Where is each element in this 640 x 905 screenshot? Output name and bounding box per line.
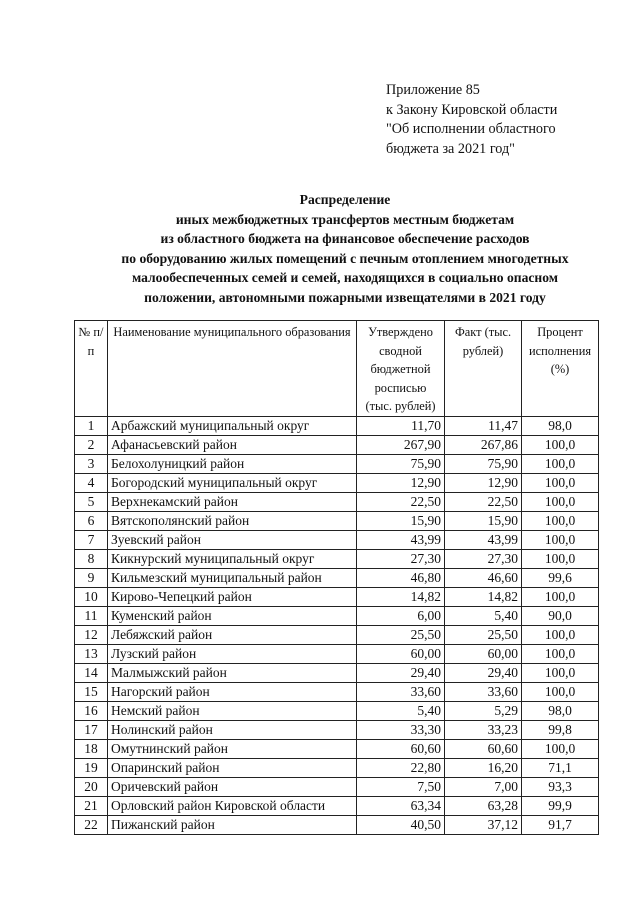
execution-percent: 100,0	[522, 530, 599, 549]
table-row	[75, 758, 599, 777]
fact-amount: 46,60	[445, 568, 522, 587]
table-header-row	[75, 321, 599, 417]
row-number: 10	[75, 587, 108, 606]
fact-amount: 27,30	[445, 549, 522, 568]
execution-percent: 93,3	[522, 777, 599, 796]
approved-amount: 27,30	[357, 549, 445, 568]
fact-amount: 5,29	[445, 701, 522, 720]
row-number: 16	[75, 701, 108, 720]
row-number: 13	[75, 644, 108, 663]
table-row	[75, 701, 599, 720]
row-number: 7	[75, 530, 108, 549]
row-number: 18	[75, 739, 108, 758]
fact-amount: 22,50	[445, 492, 522, 511]
row-number: 4	[75, 473, 108, 492]
approved-amount: 25,50	[357, 625, 445, 644]
approved-amount: 15,90	[357, 511, 445, 530]
municipality-name: Арбажский муниципальный округ	[108, 416, 357, 435]
title-line: из областного бюджета на финансовое обеспечение расходов	[160, 231, 530, 246]
table-row	[75, 587, 599, 606]
table-row	[75, 682, 599, 701]
row-number: 19	[75, 758, 108, 777]
execution-percent: 100,0	[522, 663, 599, 682]
appendix-line: к Закону Кировской области	[386, 101, 558, 118]
approved-amount: 5,40	[357, 701, 445, 720]
table-row	[75, 777, 599, 796]
approved-amount: 29,40	[357, 663, 445, 682]
approved-amount: 11,70	[357, 416, 445, 435]
appendix-line: бюджета за 2021 год"	[386, 140, 515, 157]
fact-amount: 37,12	[445, 815, 522, 834]
distribution-table	[74, 320, 599, 835]
execution-percent: 91,7	[522, 815, 599, 834]
row-number: 12	[75, 625, 108, 644]
approved-amount: 75,90	[357, 454, 445, 473]
row-number: 2	[75, 435, 108, 454]
municipality-name: Белохолуницкий район	[108, 454, 357, 473]
fact-amount: 29,40	[445, 663, 522, 682]
municipality-name: Омутнинский район	[108, 739, 357, 758]
appendix-line: "Об исполнении областного	[386, 121, 556, 138]
execution-percent: 99,8	[522, 720, 599, 739]
municipality-name: Опаринский район	[108, 758, 357, 777]
approved-amount: 33,30	[357, 720, 445, 739]
execution-percent: 100,0	[522, 492, 599, 511]
row-number: 20	[75, 777, 108, 796]
title-line: по оборудованию жилых помещений с печным отоплением многодетных	[121, 250, 569, 266]
row-number: 5	[75, 492, 108, 511]
header-percent: Процент исполнения (%)	[522, 321, 599, 417]
table-row	[75, 492, 599, 511]
fact-amount: 75,90	[445, 454, 522, 473]
table-body	[75, 416, 599, 834]
fact-amount: 5,40	[445, 606, 522, 625]
execution-percent: 90,0	[522, 606, 599, 625]
fact-amount: 25,50	[445, 625, 522, 644]
header-approved: Утверждено сводной бюджетной росписью (тыс. рублей)	[357, 321, 445, 417]
row-number: 6	[75, 511, 108, 530]
municipality-name: Пижанский район	[108, 815, 357, 834]
approved-amount: 60,00	[357, 644, 445, 663]
row-number: 9	[75, 568, 108, 587]
municipality-name: Кикнурский муниципальный округ	[108, 549, 357, 568]
execution-percent: 100,0	[522, 644, 599, 663]
fact-amount: 43,99	[445, 530, 522, 549]
execution-percent: 98,0	[522, 416, 599, 435]
execution-percent: 100,0	[522, 587, 599, 606]
approved-amount: 46,80	[357, 568, 445, 587]
municipality-name: Богородский муниципальный округ	[108, 473, 357, 492]
municipality-name: Кирово-Чепецкий район	[108, 587, 357, 606]
table-row	[75, 435, 599, 454]
fact-amount: 15,90	[445, 511, 522, 530]
fact-amount: 63,28	[445, 796, 522, 815]
approved-amount: 267,90	[357, 435, 445, 454]
row-number: 8	[75, 549, 108, 568]
execution-percent: 100,0	[522, 682, 599, 701]
fact-amount: 11,47	[445, 416, 522, 435]
municipality-name: Малмыжский район	[108, 663, 357, 682]
header-num: № п/п	[75, 321, 108, 417]
execution-percent: 100,0	[522, 625, 599, 644]
table-row	[75, 796, 599, 815]
appendix-line: Приложение 85	[386, 82, 480, 98]
municipality-name: Афанасьевский район	[108, 435, 357, 454]
fact-amount: 16,20	[445, 758, 522, 777]
table-row	[75, 663, 599, 682]
execution-percent: 100,0	[522, 454, 599, 473]
approved-amount: 43,99	[357, 530, 445, 549]
municipality-name: Нолинский район	[108, 720, 357, 739]
approved-amount: 7,50	[357, 777, 445, 796]
table-row	[75, 739, 599, 758]
fact-amount: 60,60	[445, 739, 522, 758]
table-row	[75, 720, 599, 739]
execution-percent: 99,9	[522, 796, 599, 815]
title-line: положении, автономными пожарными извещателями в 2021 году	[144, 289, 546, 305]
row-number: 22	[75, 815, 108, 834]
approved-amount: 33,60	[357, 682, 445, 701]
row-number: 11	[75, 606, 108, 625]
appendix-note	[386, 81, 557, 159]
fact-amount: 33,23	[445, 720, 522, 739]
municipality-name: Нагорский район	[108, 682, 357, 701]
title-line: Распределение	[299, 192, 391, 207]
row-number: 17	[75, 720, 108, 739]
approved-amount: 22,80	[357, 758, 445, 777]
approved-amount: 40,50	[357, 815, 445, 834]
execution-percent: 99,6	[522, 568, 599, 587]
fact-amount: 7,00	[445, 777, 522, 796]
row-number: 15	[75, 682, 108, 701]
execution-percent: 100,0	[522, 511, 599, 530]
approved-amount: 14,82	[357, 587, 445, 606]
approved-amount: 60,60	[357, 739, 445, 758]
table-row	[75, 473, 599, 492]
fact-amount: 60,00	[445, 644, 522, 663]
header-name: Наименование муниципального образования	[108, 321, 357, 417]
municipality-name: Лебяжский район	[108, 625, 357, 644]
execution-percent: 100,0	[522, 549, 599, 568]
execution-percent: 71,1	[522, 758, 599, 777]
table-row	[75, 454, 599, 473]
municipality-name: Оричевский район	[108, 777, 357, 796]
municipality-name: Немский район	[108, 701, 357, 720]
fact-amount: 14,82	[445, 587, 522, 606]
municipality-name: Кильмезский муниципальный район	[108, 568, 357, 587]
municipality-name: Верхнекамский район	[108, 492, 357, 511]
table-row	[75, 644, 599, 663]
header-fact: Факт (тыс. рублей)	[445, 321, 522, 417]
document-title	[60, 190, 630, 307]
municipality-name: Лузский район	[108, 644, 357, 663]
row-number: 21	[75, 796, 108, 815]
fact-amount: 33,60	[445, 682, 522, 701]
approved-amount: 6,00	[357, 606, 445, 625]
municipality-name: Орловский район Кировской области	[108, 796, 357, 815]
table-row	[75, 549, 599, 568]
fact-amount: 267,86	[445, 435, 522, 454]
table-row	[75, 625, 599, 644]
execution-percent: 98,0	[522, 701, 599, 720]
title-line: иных межбюджетных трансфертов местным бюджетам	[175, 211, 515, 227]
municipality-name: Куменский район	[108, 606, 357, 625]
approved-amount: 12,90	[357, 473, 445, 492]
row-number: 3	[75, 454, 108, 473]
table-row	[75, 815, 599, 834]
table-row	[75, 511, 599, 530]
table-row	[75, 530, 599, 549]
row-number: 14	[75, 663, 108, 682]
municipality-name: Вятскополянский район	[108, 511, 357, 530]
table-row	[75, 568, 599, 587]
municipality-name: Зуевский район	[108, 530, 357, 549]
row-number: 1	[75, 416, 108, 435]
execution-percent: 100,0	[522, 739, 599, 758]
approved-amount: 63,34	[357, 796, 445, 815]
title-line: малообеспеченных семей и семей, находящихся в социально опасном	[131, 270, 559, 285]
fact-amount: 12,90	[445, 473, 522, 492]
approved-amount: 22,50	[357, 492, 445, 511]
table-row	[75, 606, 599, 625]
table-row	[75, 416, 599, 435]
execution-percent: 100,0	[522, 473, 599, 492]
execution-percent: 100,0	[522, 435, 599, 454]
